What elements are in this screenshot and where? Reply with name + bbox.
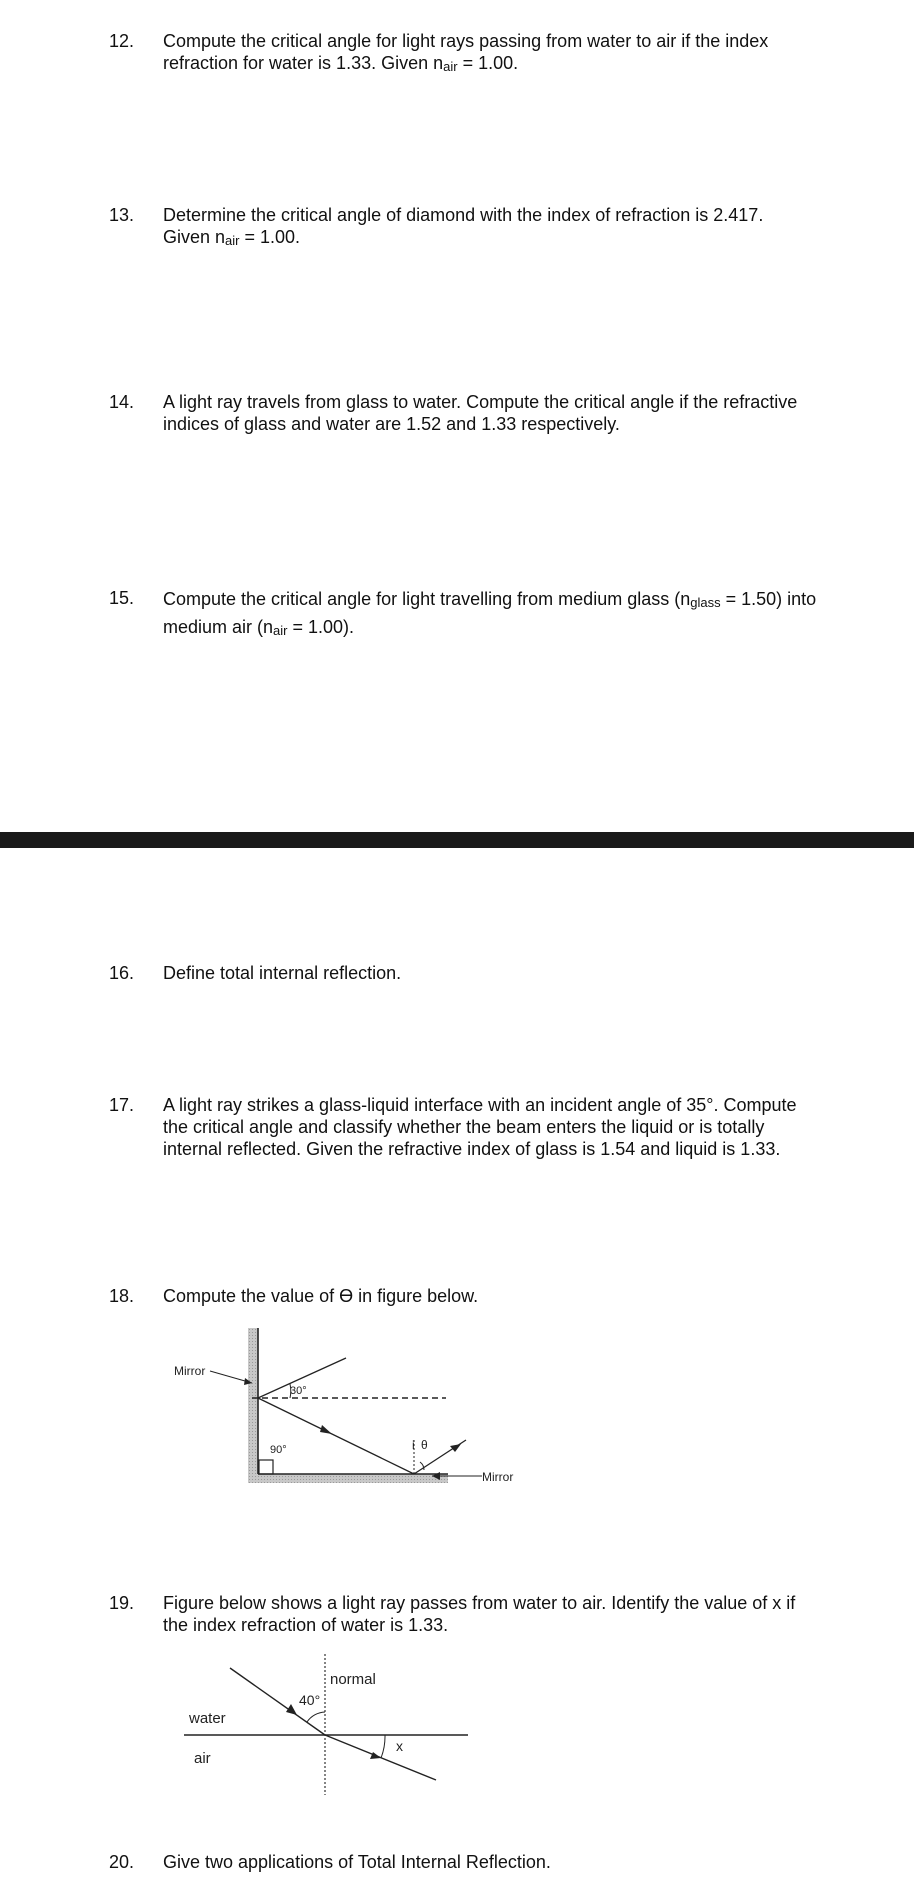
question-text: Determine the critical angle of diamond with the index of refraction is 2.417. Given $n_{air} = 1.00$.	[163, 205, 764, 248]
angle-label-top: 30°	[290, 1385, 307, 1397]
horizontal-mirror	[248, 1474, 448, 1483]
question-text: Compute the value of ϴ in figure below.	[163, 1286, 479, 1306]
angle-label: 40°	[299, 1692, 321, 1708]
question-text: Define total internal reflection.	[163, 963, 402, 983]
question-number: 17.	[109, 1095, 135, 1115]
figure-19-refraction-diagram	[0, 1650, 914, 1790]
vertical-mirror	[248, 1328, 258, 1482]
normal-label: normal	[330, 1671, 376, 1688]
mirror-label-bottom: Mirror	[482, 1470, 514, 1484]
question-number: 12.	[109, 31, 135, 51]
question-number: 19.	[109, 1593, 135, 1613]
page-divider	[0, 832, 914, 848]
question-number: 16.	[109, 963, 135, 983]
question-number: 18.	[109, 1286, 135, 1306]
question-number: 20.	[109, 1852, 135, 1872]
theta-label: θ	[421, 1438, 428, 1452]
unknown-x-label: x	[396, 1738, 403, 1754]
right-angle-box	[259, 1460, 273, 1474]
question-text: Compute the critical angle for light rays passing from water to air if the index refraction for water is 1.33. Given $n_{air} = 1.00$.	[163, 31, 769, 74]
question-text: A light ray travels from glass to water. Compute the critical angle if the refractive indices of glass and water are 1.52 and 1.33 respectively.	[163, 392, 798, 434]
question-number: 14.	[109, 392, 135, 412]
question-text: Compute the critical angle for light travelling from medium glass $(n_{glass} = 1.50)$ into medium air $(n_{air} = 1.00)$.	[163, 589, 817, 638]
refracted-ray	[325, 1735, 436, 1780]
air-label: air	[194, 1750, 211, 1767]
angle-label-corner: 90°	[270, 1444, 287, 1456]
question-number: 13.	[109, 205, 135, 225]
question-number: 15.	[109, 588, 135, 608]
water-label: water	[189, 1710, 226, 1727]
figure-18-mirror-diagram	[0, 1320, 914, 1490]
question-text: Figure below shows a light ray passes from water to air. Identify the value of x if the index refraction of water is 1.33.	[163, 1593, 796, 1635]
mirror-label-left: Mirror	[174, 1364, 206, 1378]
incidence-label: i	[412, 1438, 415, 1452]
reflected-ray	[258, 1398, 414, 1474]
question-text: Give two applications of Total Internal Reflection.	[163, 1852, 551, 1872]
question-text: A light ray strikes a glass-liquid interface with an incident angle of 35°. Compute the critical angle and classify whether the beam enters the liquid or is totally internal reflected. Given the refractive index of glass is 1.54 and liquid is 1.33.	[163, 1095, 797, 1159]
